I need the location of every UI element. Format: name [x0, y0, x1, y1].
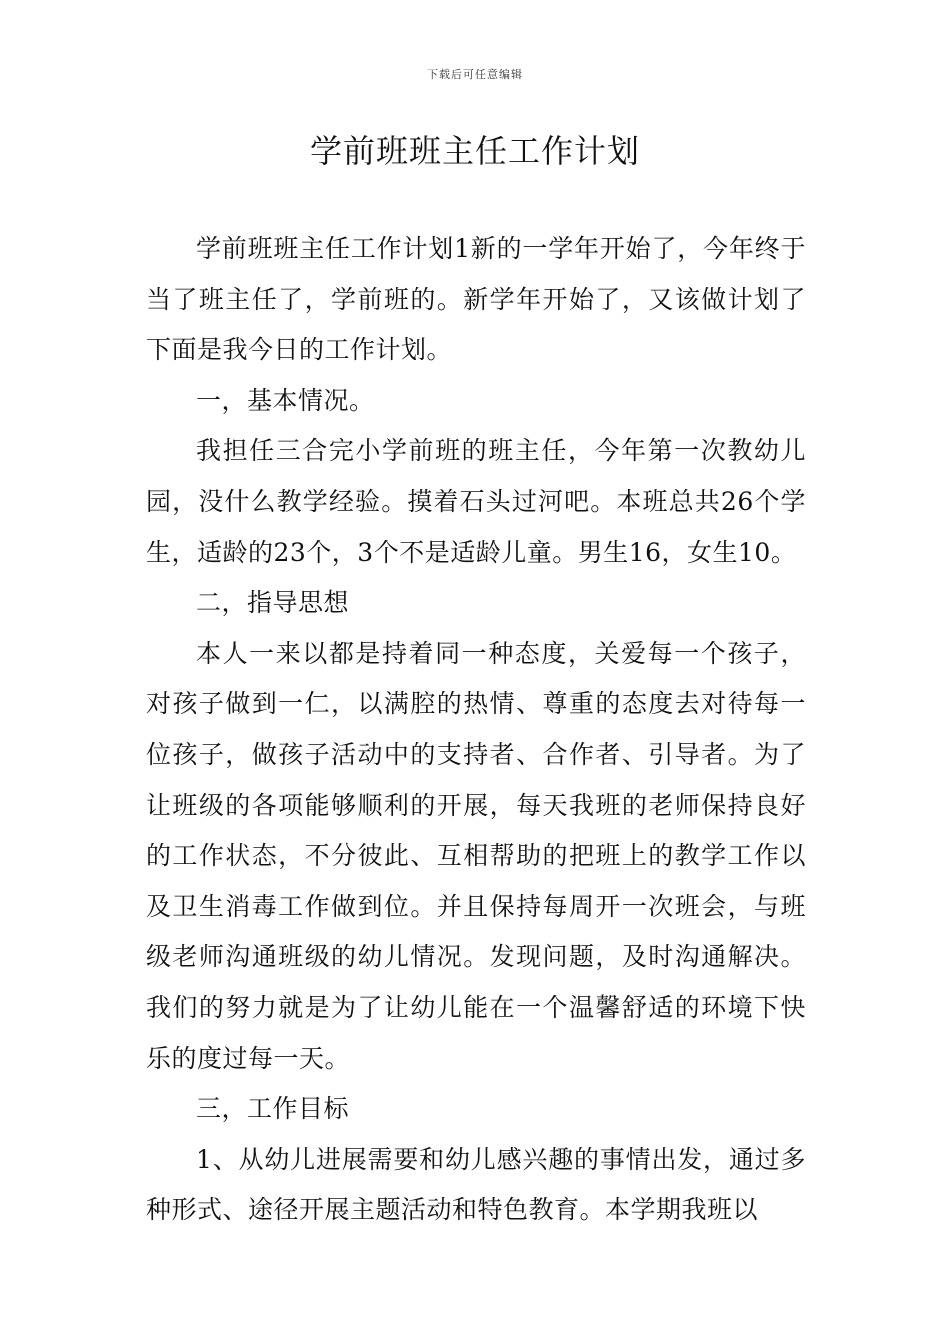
section-heading-work-goals: 三，工作目标 [196, 1094, 350, 1124]
document-body [146, 224, 806, 1236]
paragraph-work-goal-1: 1、从幼儿进展需要和幼儿感兴趣的事情出发，通过多种形式、途径开展主题活动和特色教育。本学期我班以 [146, 1144, 806, 1225]
paragraph-intro: 学前班班主任工作计划1新的一学年开始了，今年终于当了班主任了，学前班的。新学年开始了，又该做计划了下面是我今日的工作计划。 [146, 234, 806, 365]
section-heading-basic-situation: 一，基本情况。 [196, 385, 375, 415]
page-title: 学前班班主任工作计划 [309, 132, 640, 170]
header-note: 下载后可任意编辑 [427, 68, 523, 81]
paragraph-basic-situation: 我担任三合完小学前班的班主任，今年第一次教幼儿园，没什么教学经验。摸着石头过河吧。本班总共26个学生，适龄的23个，3个不是适龄儿童。男生16，女生10。 [146, 436, 806, 567]
section-heading-guiding-thought: 二，指导思想 [196, 588, 350, 618]
paragraph-guiding-thought: 本人一来以都是持着同一种态度，关爱每一个孩子，对孩子做到一仁，以满腔的热情、尊重的态度去对待每一位孩子，做孩子活动中的支持者、合作者、引导者。为了让班级的各项能够顺利的开展，每天我班的老师保持良好的工作状态，不分彼此、互相帮助的把班上的教学工作以及卫生消毒工作做到位。并且保持每周开一次班会，与班级老师沟通班级的幼儿情况。发现问题，及时沟通解决。我们的努力就是为了让幼儿能在一个温馨舒适的环境下快乐的度过每一天。 [146, 638, 806, 1073]
